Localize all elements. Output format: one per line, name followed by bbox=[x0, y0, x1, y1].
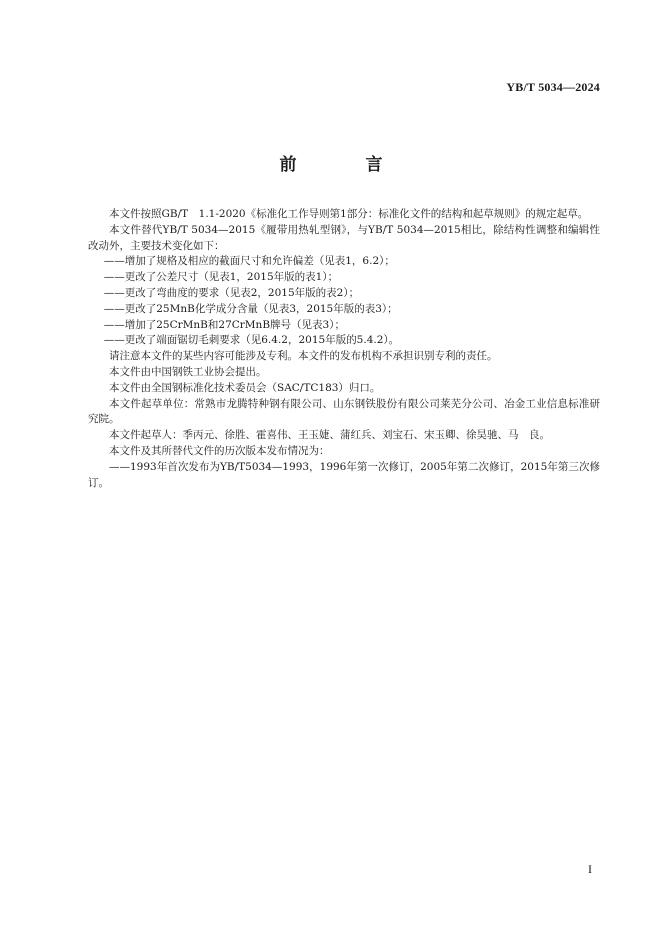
paragraph-history-intro: 本文件及其所替代文件的历次版本发布情况为： bbox=[109, 444, 330, 457]
paragraph-history: ——1993年首次发布为YB/T5034—1993，1996年第一次修订，2005年第二次修订，2015年第三次修订。 bbox=[88, 460, 600, 489]
paragraph-proposer: 本文件由中国钢铁工业协会提出。 bbox=[109, 365, 267, 378]
change-item: ——更改了公差尺寸（见表1，2015年版的表1）； bbox=[103, 271, 339, 284]
paragraph-drafting-basis: 本文件按照GB/T 1.1-2020《标准化工作导则第1部分：标准化文件的结构和起草规则》的规定起草。 bbox=[109, 208, 589, 220]
page-title: 前 言 bbox=[279, 155, 409, 175]
paragraph-committee: 本文件由全国钢标准化技术委员会（SAC/TC183）归口。 bbox=[109, 381, 381, 394]
paragraph-drafters: 本文件起草人：季丙元、徐胜、霍喜伟、王玉婕、蒲红兵、刘宝石、宋玉卿、徐昊驰、马 良。 bbox=[109, 429, 550, 442]
document-code: YB/T 5034—2024 bbox=[506, 80, 600, 94]
page-number: I bbox=[588, 862, 592, 876]
paragraph-patent-notice: 请注意本文件的某些内容可能涉及专利。本文件的发布机构不承担识别专利的责任。 bbox=[109, 350, 498, 363]
change-item: ——增加了25CrMnB和27CrMnB牌号（见表3）； bbox=[103, 318, 345, 331]
change-item: ——更改了25MnB化学成分含量（见表3，2015年版的表3）； bbox=[103, 302, 398, 315]
document-body bbox=[88, 207, 600, 491]
change-item: ——更改了端面锯切毛刺要求（见6.4.2，2015年版的5.4.2）。 bbox=[103, 334, 400, 347]
change-list bbox=[88, 254, 600, 349]
paragraph-replacement: 本文件替代YB/T 5034—2015《履带用热轧型钢》，与YB/T 5034—2015相比，除结构性调整和编辑性改动外，主要技术变化如下： bbox=[88, 223, 600, 252]
change-item: ——增加了规格及相应的截面尺寸和允许偏差（见表1，6.2）； bbox=[103, 255, 395, 268]
paragraph-drafting-units: 本文件起草单位：常熟市龙腾特种钢有限公司、山东钢铁股份有限公司莱芜分公司、冶金工业信息标准研究院。 bbox=[88, 397, 600, 426]
change-item: ——更改了弯曲度的要求（见表2，2015年版的表2）； bbox=[103, 286, 360, 299]
